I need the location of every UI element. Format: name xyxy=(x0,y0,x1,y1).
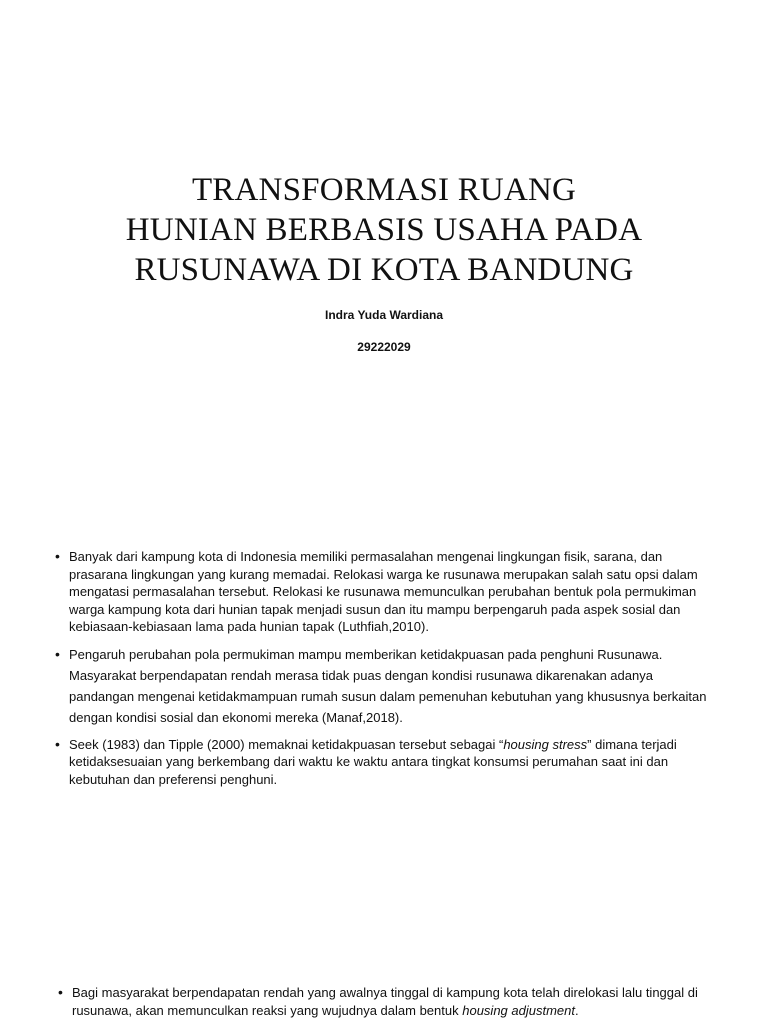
adjustment-bullet-list xyxy=(58,984,728,1019)
title-slide xyxy=(60,170,708,354)
title-line-2: HUNIAN BERBASIS USAHA PADA xyxy=(125,212,643,248)
list-item: • Pengaruh perubahan pola permukiman mampu memberikan ketidakpuasan pada penghuni Rusunawa. Masyarakat berpendapatan rendah merasa tidak puas dengan kondisi rusunawa dikarenakan adanya pandangan mengenai ketidakmampuan rumah susun dalam pemenuhan kebutuhan yang khususnya berkaitan dengan kondisi sosial dan ekonomi mereka (Manaf,2018). xyxy=(55,644,720,728)
title-line-3: RUSUNAWA DI KOTA BANDUNG xyxy=(134,252,634,288)
text-segment: Seek (1983) dan Tipple (2000) memaknai ketidakpuasan tersebut sebagai “ xyxy=(69,736,504,752)
list-item xyxy=(55,736,720,789)
italic-term: housing adjustment xyxy=(462,1002,575,1018)
document-title xyxy=(60,170,708,290)
text-segment: . xyxy=(574,1002,579,1018)
title-line-1: TRANSFORMASI RUANG xyxy=(191,172,577,208)
italic-term: housing stress xyxy=(503,736,588,752)
text-segment: ” dimana terjadi ketidaksesuaian yang berkembang dari waktu ke waktu antara tingkat konsumsi perumahan saat ini dan kebutuhan dan preferensi penghuni. xyxy=(69,736,677,787)
author-name: Indra Yuda Wardiana xyxy=(324,308,444,322)
background-bullet-list xyxy=(55,548,720,796)
list-item: • Banyak dari kampung kota di Indonesia memiliki permasalahan mengenai lingkungan fisik, sarana, dan prasarana lingkungan yang kurang memadai. Relokasi warga ke rusunawa merupakan salah satu opsi dalam mengatasi permasalahan tersebut. Relokasi ke rusunawa memunculkan perubahan bentuk pola permukiman warga kampung kota dari hunian tapak menjadi susun dan itu mampu berpengaruh pada aspek sosial dan kebiasaan-kebiasaan lama pada hunian tapak (Luthfiah,2010). xyxy=(55,548,720,636)
list-item xyxy=(58,984,728,1019)
student-id: 29222029 xyxy=(357,340,411,354)
text-segment: Bagi masyarakat berpendapatan rendah yang awalnya tinggal di kampung kota telah direlokasi lalu tinggal di rusunawa, akan memunculkan reaksi yang wujudnya dalam bentuk xyxy=(72,985,698,1018)
